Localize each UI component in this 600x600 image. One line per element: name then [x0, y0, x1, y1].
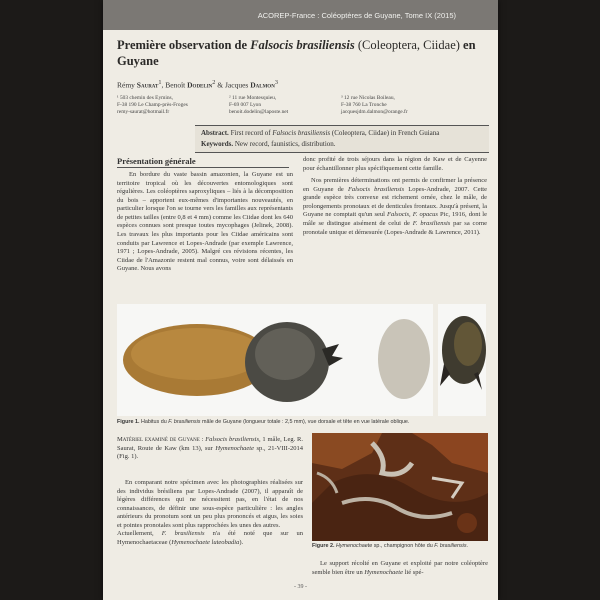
author-2-first: , Benoît — [161, 80, 188, 90]
affiliation-2 — [229, 95, 319, 116]
fig2-cap-species: F. brasiliensis — [434, 543, 467, 549]
beetle-dorsal-illustration — [117, 304, 433, 416]
material-heading: Matériel examiné de Guyane : — [117, 436, 206, 443]
compare-b1: Actuellement, — [117, 530, 162, 538]
fig1-cap-a: Habitus du — [139, 419, 169, 425]
affiliation-3-line-1: ³ 12 rue Nicolas Boileau, — [341, 95, 395, 101]
title-species: Falsocis brasiliensis — [250, 38, 355, 52]
author-1-last: Saurat — [136, 80, 159, 90]
keywords-label: Keywords. — [201, 140, 234, 149]
p2-e: par sa corne pronotale unique et démesurée (Lopes-Andrade & Lawrence, 2011). — [303, 220, 487, 236]
intro-col-2-p2 — [303, 177, 487, 237]
affiliation-2-email: benoit.dodelin@laposte.net — [229, 109, 289, 116]
intro-col-2-p1: donc profité de trois séjours dans la région de Kaw et de Cayenne pour échantillonner plus spécifiquement cette famille. — [303, 156, 487, 172]
support-a: Le support récolté en Guyane et exploité par notre coléoptère semble bien être un — [312, 560, 488, 576]
figure-2-label: Figure 2. — [312, 543, 335, 549]
affiliation-1-line-2: F-38 190 Le Champ-près-Froges — [117, 102, 188, 109]
author-2-sup: 2 — [212, 79, 216, 86]
abstract-box — [195, 125, 489, 153]
fungus-illustration — [312, 433, 488, 541]
figure-1-dorsal-photo — [117, 304, 433, 416]
affiliation-1-email: remy-saurat@hotmail.fr — [117, 109, 170, 116]
fig1-cap-b: mâle de Guyane (longueur totale : 2,5 mm), vue dorsale et tête en vue latérale oblique. — [200, 419, 410, 425]
title-prefix: Première observation de — [117, 38, 251, 52]
fig1-cap-species: F. brasiliensis — [168, 419, 201, 425]
author-2-last: Dodelin — [187, 80, 213, 90]
title-suffix: en Guyane — [117, 38, 476, 68]
author-3-last: Dalmon — [250, 80, 275, 90]
fig2-cap-b: sp., champignon hôte du — [372, 543, 435, 549]
p2-c: , — [409, 211, 413, 219]
figure-1-label: Figure 1. — [117, 419, 140, 425]
article-title — [117, 38, 487, 69]
affiliation-1 — [117, 95, 207, 116]
running-head: ACOREP-France : Coléoptères de Guyane, Tome IX (2015) — [103, 0, 498, 30]
affiliation-2-line-1: ² 11 rue Montesquieu, — [229, 95, 277, 101]
material-examined — [117, 436, 303, 462]
affiliation-3-email: jacquesjdm.dalmon@orange.fr — [341, 109, 408, 116]
p2-species-4: F. brasiliensis — [412, 220, 451, 228]
compare-b2: n'a été noté que sur un Hymenochaetaceae ( — [117, 530, 304, 547]
p2-a: Nos premières déterminations ont permis de confirmer la présence en Guyane de — [303, 177, 487, 193]
section-heading: Présentation générale — [117, 156, 289, 168]
keywords-text: New record, faunistics, distribution. — [233, 140, 336, 149]
title-paren: (Coleoptera, Ciidae) — [354, 38, 460, 52]
author-1-sup: 1 — [158, 79, 162, 86]
affiliation-2-line-2: F-69 007 Lyon — [229, 102, 262, 109]
material-a: , 1 mâle, Leg. R. Saurat, Route de Kaw (km 13), sur — [117, 436, 303, 452]
fig2-cap-host: Hymenochaete — [335, 543, 373, 549]
material-host: Hymenochaete — [215, 444, 254, 452]
abstract-line — [201, 128, 483, 139]
affiliation-3-line-2: F-38 760 La Tronche — [341, 102, 387, 109]
p2-b: Lopes-Andrade, 2007. Cette grande espèce très convexe est richement ornée, chez le mâle, de prolongements pronotaux et de denticules frontaux. Jusqu'à présent, la Guyane ne comptait qu'un seul — [303, 185, 487, 219]
beetle-lateral-illustration — [438, 304, 486, 416]
affiliation-1-line-1: ¹ 503 chemin des Eymins, — [117, 95, 173, 101]
affiliation-3 — [341, 95, 431, 116]
fig2-cap-c: . — [466, 543, 469, 549]
figure-2-caption — [312, 543, 492, 549]
author-1-first: Rémy — [117, 80, 137, 90]
compare-species: F. brasiliensis — [161, 530, 205, 538]
figure-1-lateral-photo — [438, 304, 486, 416]
material-species: Falsocis brasiliensis — [205, 436, 259, 443]
intro-col-1: En bordure du vaste bassin amazonien, la Guyane est un territoire tropical où les découvertes entomologiques sont régulières. Les coléoptères saproxyliques – liés à la décomposition du bois – apportent eux-mêmes d'importantes nouveautés, en particulier lorsque l'on se tourne vers les familles aux représentants de petites tailles (entre 0,8 et 4 mm) comme les Ciidae dont les 640 espèces connues sont presque toutes mycophages (Jelinek, 2008). Les travaux les plus importants pour les Ciidae américains sont conduits par Lawrence et Lopes-Andrade (par exemple Lawrence, 1971 ; Lopes-Andrade, 2005). Malgré ces révisions récentes, les Ciidae de l'Amazonie restent mal connus, voire sont délaissés en Guyane. Nous avons — [117, 171, 293, 273]
compare-host: Hymenochaete luteobadia — [171, 539, 240, 547]
material-b: sp., 21-VIII-2014 (Fig. 1). — [117, 444, 304, 461]
compare-a: En comparant notre spécimen avec les photographies réalisées sur des individus brésiliens par Lopes-Andrade (2007), il apparaît de légères différences qui ne nécessitent pas, en l'état de nos connaissances, de définir une sous-espèce particulière : les angles antérieurs du pronotum sont un peu plus prononcés et aigus, les soies et pointes pronotales sont plus rapprochées les unes des autres. — [117, 479, 303, 529]
abstract-species: Falsocis brasiliensis — [272, 129, 331, 137]
p2-species-3: F. opacus — [412, 211, 438, 219]
author-3-first: & Jacques — [215, 80, 251, 90]
p2-species: Falsocis brasiliensis — [347, 185, 405, 193]
intro-col-2 — [303, 156, 487, 237]
abstract-label: Abstract. — [201, 129, 229, 137]
page-number: - 39 - — [294, 584, 307, 590]
abstract-text-b: (Coleoptera, Ciidae) in French Guiana — [330, 129, 440, 137]
figure-2-fungus-photo — [312, 433, 488, 541]
p2-species-2: Falsocis — [387, 211, 410, 219]
author-line — [117, 79, 278, 90]
compare-b3: ). — [239, 539, 244, 547]
keywords-line — [201, 139, 483, 150]
journal-page — [103, 0, 498, 600]
figure-1-caption — [117, 419, 487, 425]
p2-d: Pic, 1916, dont le mâle se distingue aisément de celui de — [303, 211, 487, 228]
abstract-text-a: First record of — [228, 129, 273, 137]
support-b: lié spé- — [402, 568, 424, 576]
support-host: Hymenochaete — [364, 568, 403, 576]
comparison-paragraph — [117, 479, 303, 548]
author-3-sup: 3 — [274, 79, 278, 86]
support-paragraph — [312, 560, 488, 577]
